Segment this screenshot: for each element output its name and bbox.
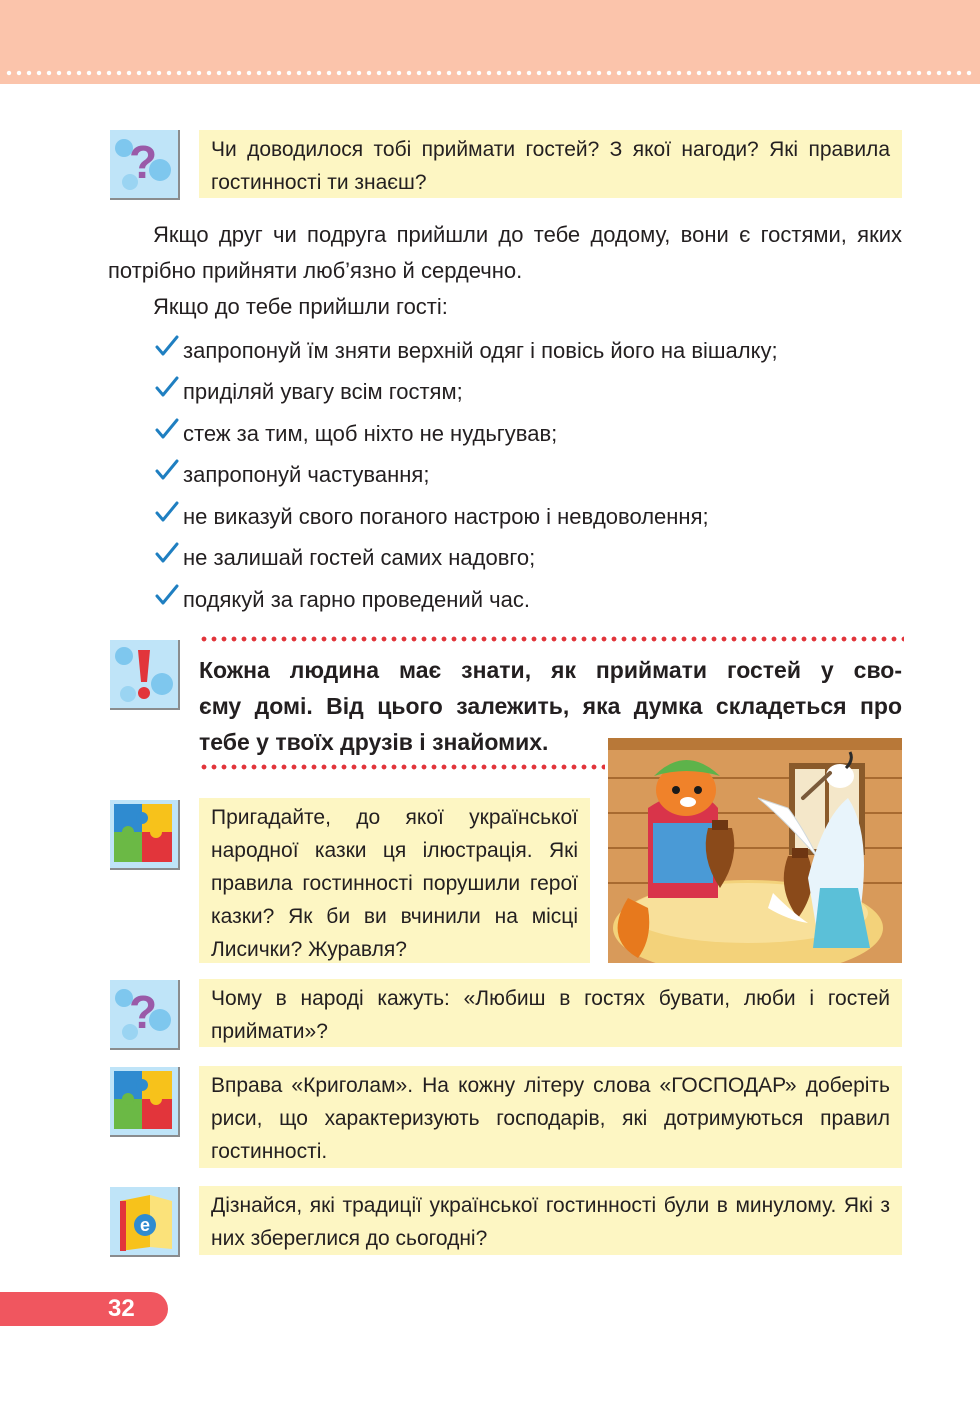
important-line-3: тебе у твоїх друзів і знайомих.: [199, 729, 549, 755]
important-line-1: Кожна людина має знати, як приймати гостей у сво-: [199, 657, 902, 683]
task-box-1: [199, 798, 590, 963]
rules-list: [155, 330, 778, 621]
exclamation-icon: [110, 640, 180, 710]
rule-text: запропонуй частування;: [183, 462, 430, 488]
rule-text: стеж за тим, щоб ніхто не нудьгував;: [183, 420, 558, 446]
list-item: [155, 579, 778, 621]
rule-text: не виказуй свого поганого настрою і невдоволення;: [183, 503, 709, 529]
task-text-2: Вправа «Криголам». На кожну літеру слова «ГОСПОДАР» доберіть риси, що характеризують господарів, які дотримуються правил гостинності.: [211, 1074, 890, 1163]
question-text-1: Чи доводилося тобі приймати гостей? З якої нагоди? Які правила гостинності ти знаєш?: [211, 138, 890, 194]
header-band: [0, 0, 980, 84]
puzzle-icon: [110, 800, 180, 870]
task-box-2: [199, 1066, 902, 1168]
question-box-1: [199, 130, 902, 198]
svg-text:?: ?: [128, 986, 158, 1038]
question-text-2: Чому в народі кажуть: «Любиш в гостях бувати, люби і гостей приймати»?: [211, 987, 890, 1043]
check-icon: [155, 373, 183, 411]
fairy-tale-illustration: [608, 738, 902, 963]
page-number: 32: [108, 1295, 135, 1322]
check-icon: [155, 539, 183, 577]
page-number-tab: [0, 1292, 168, 1326]
rule-text: запропонуй їм зняти верхній одяг і повісь його на вішалку;: [183, 337, 778, 363]
list-item: [155, 496, 778, 538]
important-line-2: єму домі. Від цього залежить, яка думка складеться про: [199, 693, 902, 719]
check-icon: [155, 498, 183, 536]
task-text-3: Дізнайся, які традиції української гостинності були в минулому. Які з них збереглися до сьогодні?: [211, 1194, 890, 1250]
dotted-divider-top: [199, 636, 904, 642]
list-item: [155, 330, 778, 372]
list-item: [155, 538, 778, 580]
svg-text:e: e: [139, 1215, 151, 1235]
question-icon: [110, 130, 180, 200]
check-icon: [155, 415, 183, 453]
check-icon: [155, 332, 183, 370]
intro-paragraph: Якщо друг чи подруга прийшли до тебе додому, вони є гостями, яких потрібно прийняти люб’язно й сердечно.: [108, 222, 902, 283]
question-icon: [110, 980, 180, 1050]
list-item: [155, 455, 778, 497]
research-book-icon: [110, 1187, 180, 1257]
svg-text:?: ?: [128, 136, 158, 188]
header-dotted-line: [4, 70, 976, 76]
puzzle-icon: [110, 1067, 180, 1137]
rule-text: не залишай гостей самих надовго;: [183, 545, 536, 571]
list-item: [155, 372, 778, 414]
task-text-1: Пригадайте, до якої української народної казки ця ілюстрація. Які правила гостинності порушили герої казки? Як би ви вчинили на місці Лисички? Журавля?: [211, 806, 578, 961]
intro-lead: Якщо до тебе прийшли гості:: [153, 294, 448, 319]
check-icon: [155, 581, 183, 619]
rule-text: подякуй за гарно проведений час.: [183, 586, 530, 612]
task-box-3: [199, 1186, 902, 1255]
rule-text: приділяй увагу всім гостям;: [183, 379, 463, 405]
check-icon: [155, 456, 183, 494]
dotted-divider-bottom: [199, 764, 605, 770]
question-box-2: [199, 979, 902, 1047]
list-item: [155, 413, 778, 455]
